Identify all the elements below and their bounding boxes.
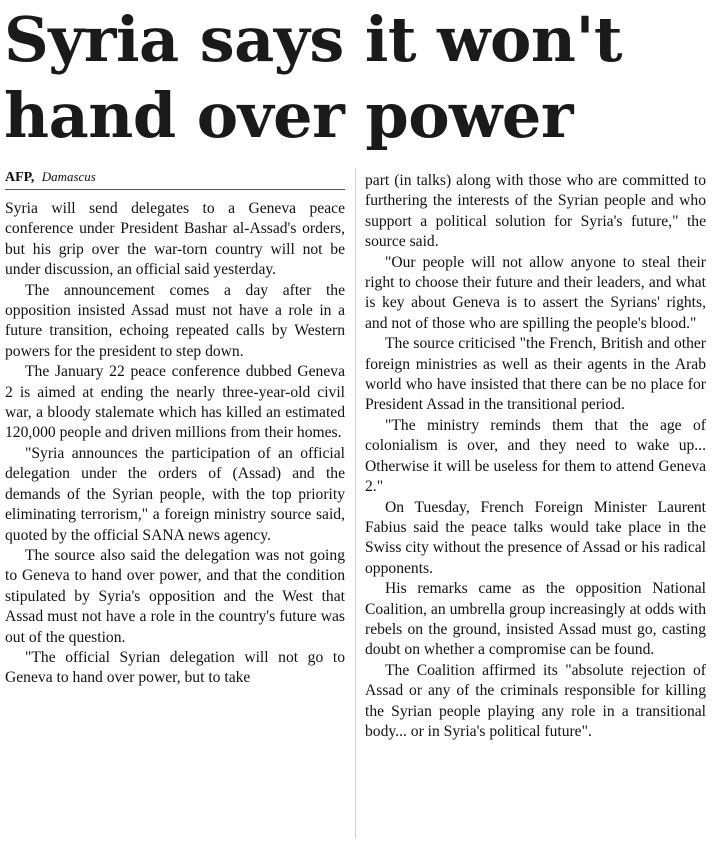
article-paragraph: "Our people will not allow anyone to steal their right to choose their future and their leaders, and what is key about Geneva is to assert the Syrians' rights, and not of those who are spilling the people's blood." (365, 253, 706, 332)
article-paragraph: The source also said the delegation was not going to Geneva to hand over power, and that the condition stipulated by Syria's opposition and the West that Assad must not have a role in the country's future was out of the question. (5, 546, 345, 646)
byline (5, 168, 345, 190)
article-paragraph: The January 22 peace conference dubbed Geneva 2 is aimed at ending the nearly three-year-old civil war, a bloody stalemate which has killed an estimated 120,000 people and driven millions from their homes. (5, 363, 345, 442)
article-paragraph: part (in talks) along with those who are committed to furthering the interests of the Syrian people and who support a political solution for Syria's future," the source said. (365, 172, 706, 251)
article-paragraph: On Tuesday, French Foreign Minister Laurent Fabius said the peace talks would take place in the Swiss city without the presence of Assad or his radical opponents. (365, 498, 706, 577)
article-column-right (365, 171, 706, 742)
article-paragraph: Syria will send delegates to a Geneva peace conference under President Bashar al-Assad's orders, but his grip over the war-torn country will not be under discussion, an official said yesterday. (5, 200, 345, 279)
article-paragraph: The source criticised "the French, British and other foreign ministries as well as their agents in the Arab world who have insisted that there can be no place for President Assad in the transitional period. (365, 335, 706, 414)
headline: Syria says it won't hand over power (4, 3, 623, 152)
article-paragraph: "The ministry reminds them that the age of colonialism is over, and they need to wake up... Otherwise it will be useless for them to attend Geneva 2." (365, 416, 706, 496)
byline-agency: AFP, (5, 170, 35, 185)
article-paragraph: "The official Syrian delegation will not go to Geneva to hand over power, but to take (5, 648, 345, 687)
column-divider (355, 168, 356, 838)
article-paragraph: The announcement comes a day after the opposition insisted Assad must not have a role in a future transition, echoing repeated calls by Western powers for the president to step down. (5, 281, 345, 360)
article-paragraph: "Syria announces the participation of an official delegation under the orders of (Assad) and the demands of the Syrian people, with the top priority eliminating terrorism," a foreign ministry source said, quoted by the official SANA news agency. (5, 444, 345, 544)
article-paragraph: His remarks came as the opposition National Coalition, an umbrella group increasingly at odds with rebels on the ground, insisted Assad must go, casting doubt on whether a compromise can be found. (365, 580, 706, 659)
byline-place: Damascus (41, 169, 96, 184)
article-paragraph: The Coalition affirmed its "absolute rejection of Assad or any of the criminals responsible for killing the Syrian people playing any role in a transitional body... or in Syria's political future". (365, 661, 706, 740)
article-column-left (5, 168, 345, 689)
